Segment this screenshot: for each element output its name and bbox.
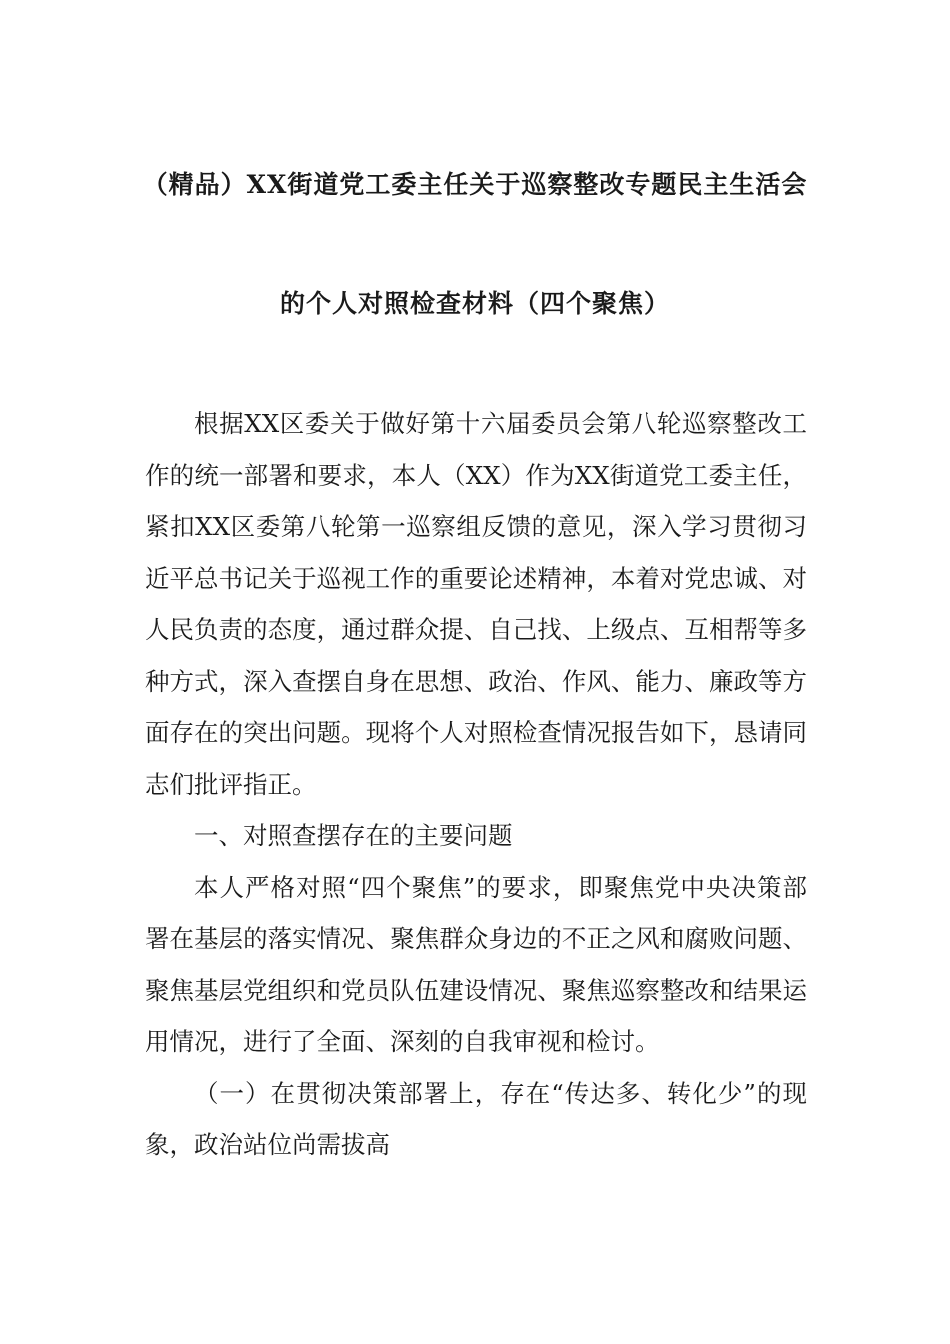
paragraph-intro: 根据XX区委关于做好第十六届委员会第八轮巡察整改工作的统一部署和要求，本人（XX）作为XX街道党工委主任，紧扣XX区委第八轮第一巡察组反馈的意见，深入学习贯彻习近平总书记关于巡视工作的重要论述精神，本着对党忠诚、对人民负责的态度，通过群众提、自己找、上级点、互相帮等多种方式，深入查摆自身在思想、政治、作风、能力、廉政等方面存在的突出问题。现将个人对照检查情况报告如下，恳请同志们批评指正。 — [145, 409, 807, 799]
document-title-line-2: 的个人对照检查材料（四个聚焦） — [279, 289, 670, 318]
section-heading-1: 一、对照查摆存在的主要问题 — [194, 821, 513, 850]
document-title-line-1: （精品）XX街道党工委主任关于巡察整改专题民主生活会 — [142, 170, 808, 199]
paragraph-four-focus: 本人严格对照“四个聚焦”的要求，即聚焦党中央决策部署在基层的落实情况、聚焦群众身边的不正之风和腐败问题、聚焦基层党组织和党员队伍建设情况、聚焦巡察整改和结果运用情况，进行了全面、深刻的自我审视和检讨。 — [145, 872, 807, 1056]
document-body — [145, 398, 807, 1171]
subsection-heading-1: （一）在贯彻决策部署上，存在“传达多、转化少”的现象，政治站位尚需拔高 — [145, 1078, 807, 1159]
